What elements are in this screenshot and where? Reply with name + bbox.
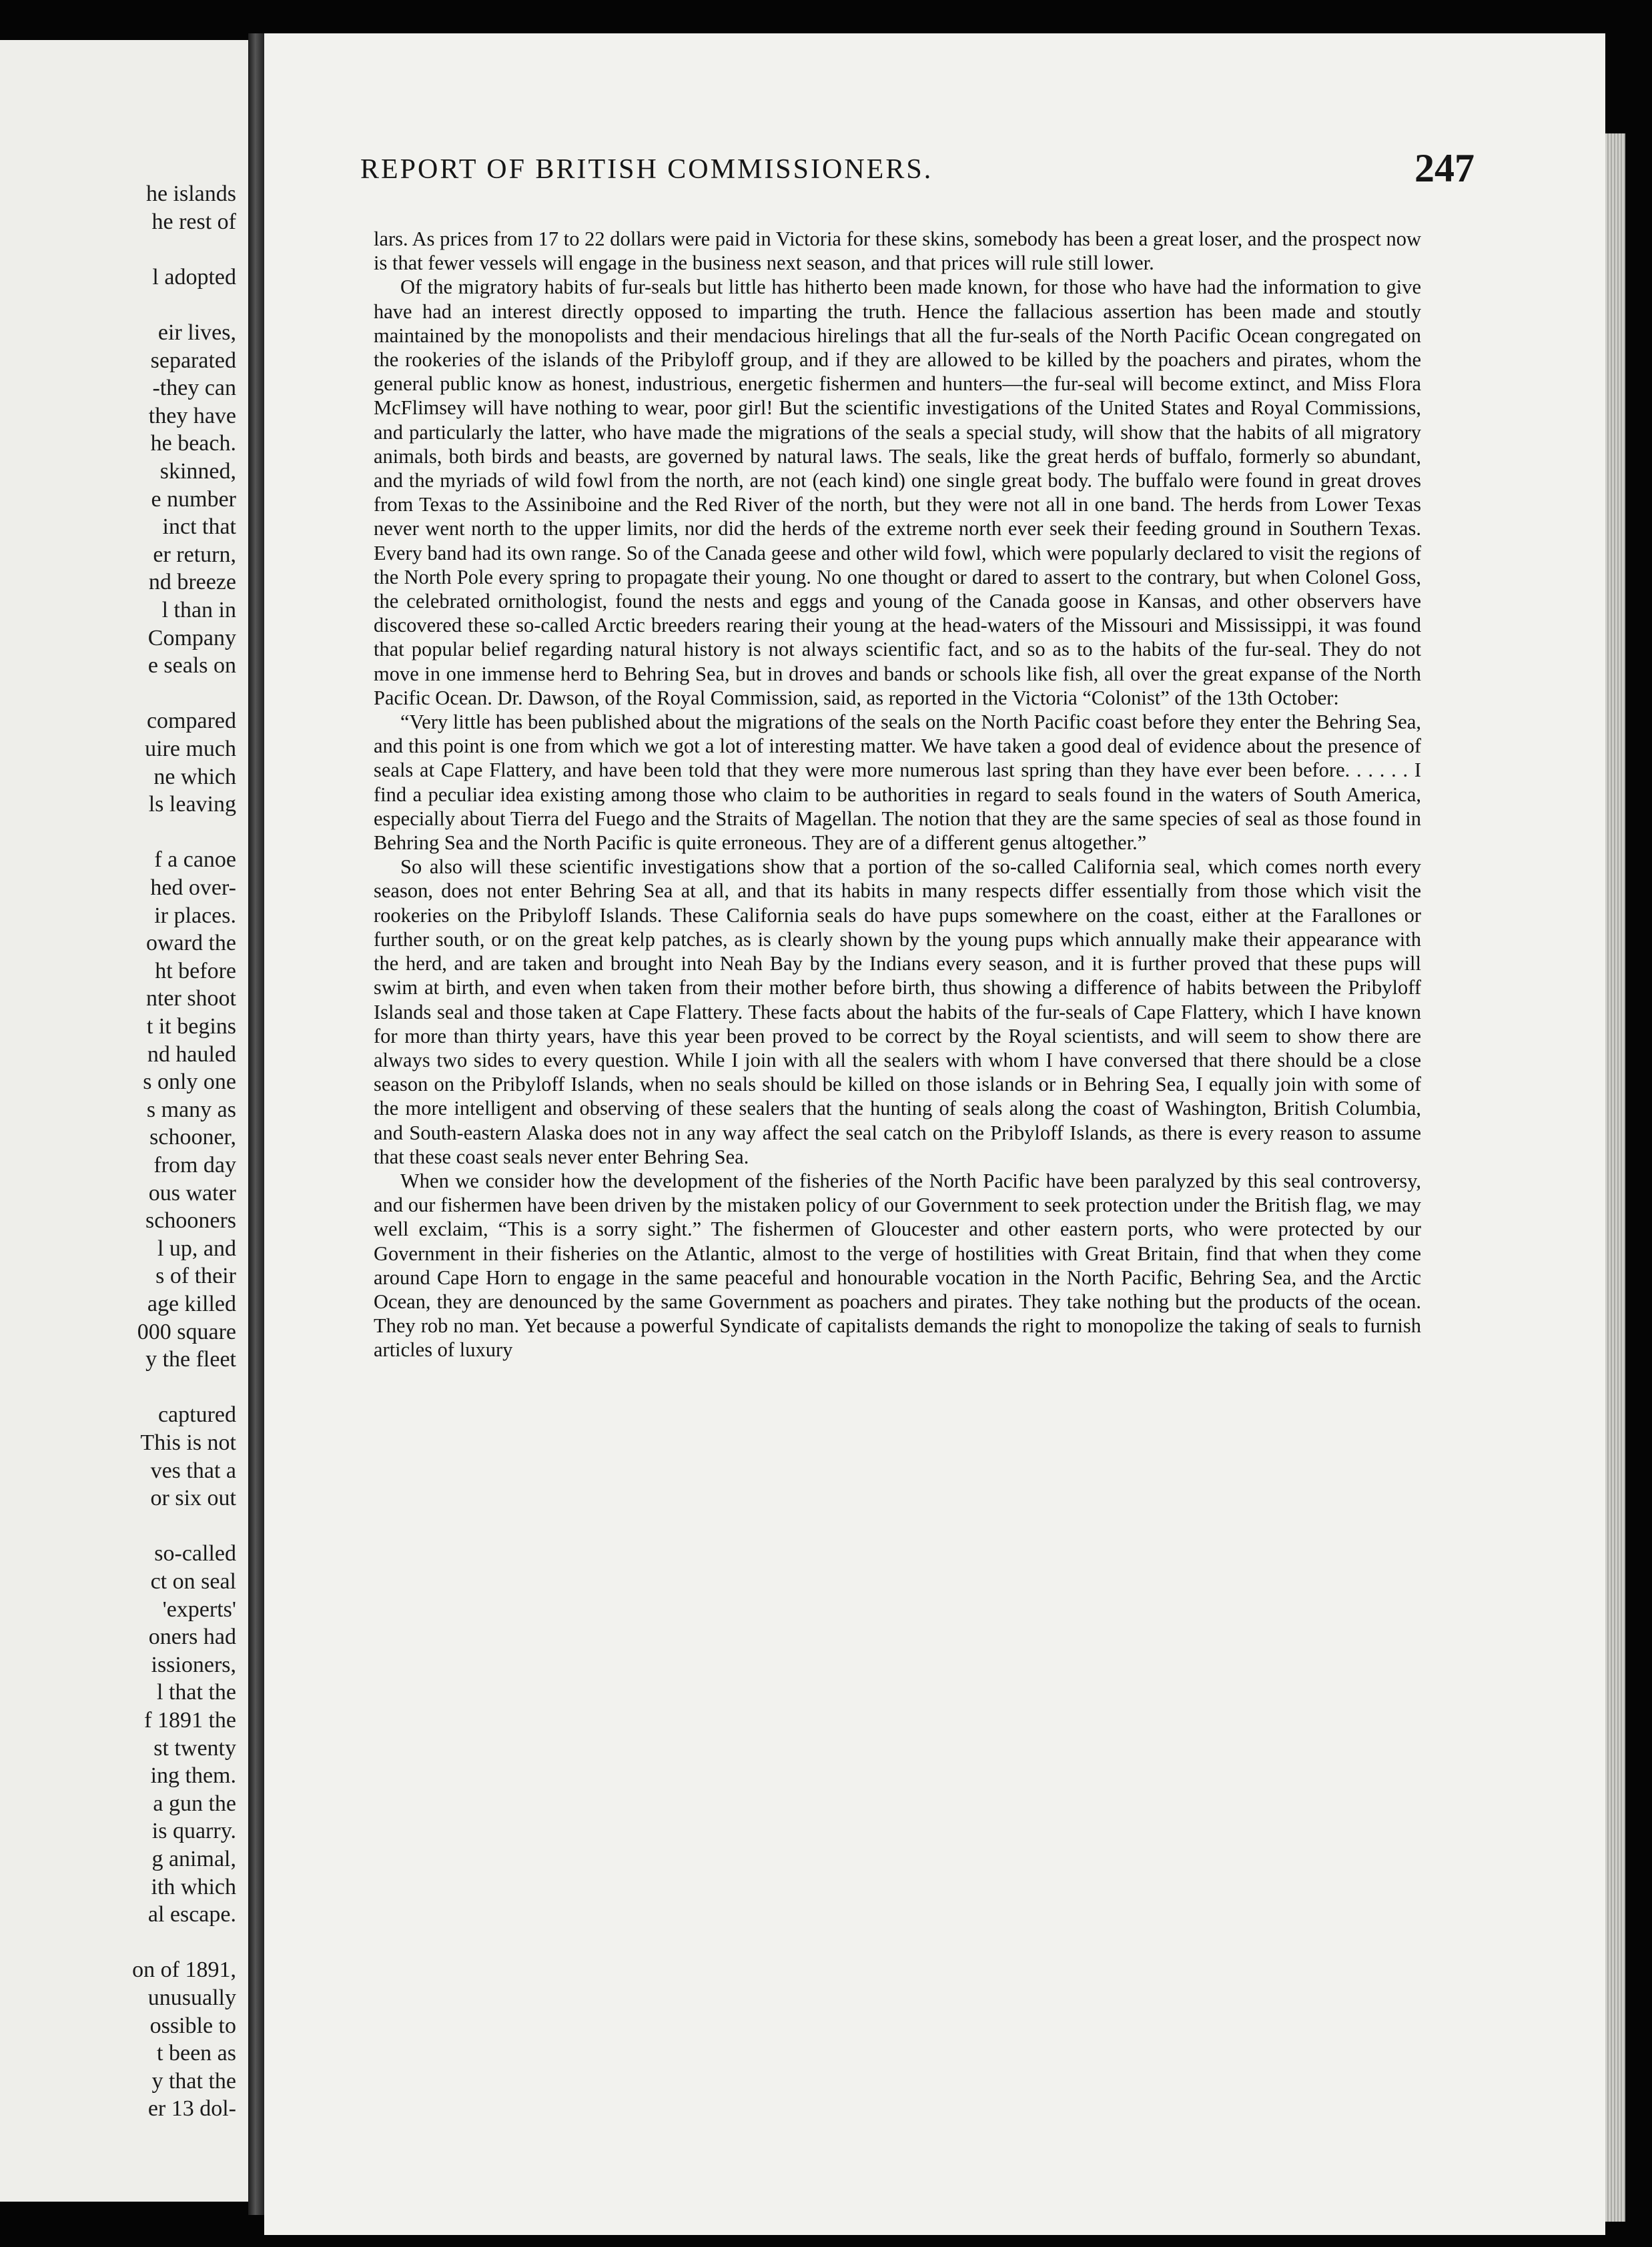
- left-page-line-fragment: ves that a: [150, 1458, 236, 1483]
- left-page-line-fragment: they have: [148, 403, 236, 428]
- left-page-line-fragment: oward the: [145, 931, 236, 956]
- left-page-line-fragment: schooner,: [149, 1125, 236, 1150]
- left-page-line-fragment: s many as: [146, 1097, 236, 1122]
- left-page-line-fragment: separated: [150, 348, 236, 373]
- left-page-line-fragment: Company: [147, 625, 236, 650]
- left-page-line-fragment: issioners,: [151, 1652, 236, 1677]
- left-page-line-fragment: f a canoe: [154, 847, 236, 873]
- left-page-line-fragment: l that the: [157, 1680, 236, 1705]
- left-page-line-fragment: ir places.: [154, 903, 236, 928]
- left-page-line-fragment: on of 1891,: [132, 1957, 236, 1983]
- left-page-line-fragment: e seals on: [147, 653, 236, 679]
- left-page-line-fragment: captured: [157, 1402, 236, 1428]
- book-gutter: [248, 33, 264, 2215]
- paragraph: lars. As prices from 17 to 22 dollars were paid in Victoria for these skins, somebody has been a great loser, and the prospect now is that fewer vessels will engage in the business next season, and that prices will rule still lower.: [374, 228, 1421, 275]
- left-page-line-fragment: inct that: [162, 514, 236, 540]
- left-page-line-fragment: so-called: [154, 1541, 236, 1566]
- left-page-line-fragment: e number: [151, 486, 236, 512]
- page-number: 247: [1414, 146, 1475, 190]
- left-page-line-fragment: skinned,: [159, 459, 236, 484]
- left-page-line-fragment: 'experts': [162, 1597, 236, 1622]
- left-page-line-fragment: s only one: [143, 1069, 236, 1095]
- left-page-line-fragment: oners had: [148, 1625, 236, 1650]
- left-page-line-fragment: t it begins: [146, 1014, 236, 1039]
- left-page-line-fragment: er return,: [153, 542, 236, 567]
- left-page-line-fragment: ct on seal: [150, 1569, 236, 1594]
- left-page-line-fragment: he rest of: [151, 209, 236, 234]
- page-edge-stack: [1605, 133, 1625, 2222]
- left-page-line-fragment: ht before: [155, 958, 236, 983]
- left-page-line-fragment: l than in: [161, 598, 236, 622]
- left-page-line-fragment: is quarry.: [151, 1819, 236, 1844]
- left-page-line-fragment: ossible to: [149, 2013, 236, 2038]
- left-page-line-fragment: nter shoot: [145, 986, 236, 1011]
- left-page-line-fragment: y that the: [151, 2068, 236, 2094]
- running-head: REPORT OF BRITISH COMMISSIONERS.: [360, 154, 933, 185]
- quotation-paragraph: “Very little has been published about the migrations of the seals on the North Pacific coast before they enter the Behring Sea, and this point is one from which we got a lot of interesting matter. We have taken a good deal of evidence about the presence of seals at Cape Flattery, and have been told that they were more numerous last spring than they have ever been before. . . . . . I find a peculiar idea existing among those who claim to be authorities in regard to seals found in the waters of South America, especially about Tierra del Fuego and the Straits of Magellan. The notion that they are the same species of seal as those found in Behring Sea and the North Pacific is quite erroneous. They are of a different genus altogether.”: [374, 711, 1421, 855]
- left-page-line-fragment: unusually: [147, 1985, 236, 2010]
- left-page-line-fragment: age killed: [147, 1292, 236, 1316]
- body-text: [374, 227, 1421, 1362]
- page-header: [360, 146, 1475, 190]
- left-page-line-fragment: s of their: [155, 1264, 236, 1289]
- left-page-line-fragment: y the fleet: [145, 1347, 236, 1372]
- left-page-line-fragment: l adopted: [152, 264, 236, 290]
- left-page-line-fragment: he beach.: [150, 431, 236, 456]
- left-page-line-fragment: f 1891 the: [144, 1708, 236, 1733]
- left-page-line-fragment: al escape.: [147, 1902, 236, 1927]
- left-page-line-fragment: nd hauled: [147, 1041, 236, 1067]
- left-page-line-fragment: uire much: [145, 737, 236, 761]
- left-page-line-fragment: from day: [153, 1153, 236, 1178]
- left-page-line-fragment: This is not: [140, 1430, 236, 1455]
- left-page-line-fragment: ith which: [151, 1874, 236, 1899]
- left-page-line-fragment: ous water: [148, 1180, 236, 1206]
- left-page-line-fragment: or six out: [150, 1486, 236, 1511]
- left-page-line-fragment: ls leaving: [148, 792, 236, 817]
- left-page-line-fragment: st twenty: [153, 1735, 236, 1761]
- left-page: [0, 40, 250, 2202]
- paragraph: Of the migratory habits of fur-seals but little has hitherto been made known, for those who have had the information to give have had an interest directly opposed to imparting the truth. Hence the fallacious assertion has been made and stoutly maintained by the monopolists and their mendacious hirelings that all the fur-seals of the North Pacific Ocean congregated on the rookeries of the islands of the Pribyloff group, and if they are allowed to be killed by the poachers and pirates, whom the general public know as honest, industrious, energetic fishermen and hunters—the fur-seal will become extinct, and Miss Flora McFlimsey will have nothing to wear, poor girl! But the scientific investigations of the United States and Royal Commissions, and particularly the latter, who have made the migrations of the seals a special study, will show that the habits of all migratory animals, both birds and beasts, are governed by natural laws. The seals, like the great herds of buffalo, formerly so abundant, and the myriads of wild fowl from the north, are not (each kind) one single great body. The buffalo were found in great droves from Texas to the Assiniboine and the Red River of the north, but they were not all in one band. The herds from Lower Texas never went north to the upper limits, nor did the herds of the extreme north ever seek their feeding ground in Southern Texas. Every band had its own range. So of the Canada geese and other wild fowl, which were popularly declared to visit the regions of the North Pole every spring to propagate their young. No one thought or dared to assert to the contrary, but when Colonel Goss, the celebrated ornithologist, found the nests and eggs and young of the Canada goose in Kansas, and other observers have discovered these so-called Arctic breeders rearing their young at the head-waters of the Missouri and Mississippi, it was found that popular belief regarding natural history is not always scientific fact, and so as to the habits of the fur-seal. They do not move in one immense herd to Behring Sea, but in droves and bands or schools like fish, all over the great expanse of the North Pacific Ocean. Dr. Dawson, of the Royal Commission, said, as reported in the Victoria “Colonist” of the 13th October:: [374, 276, 1421, 709]
- left-page-line-fragment: schooners: [145, 1208, 236, 1234]
- left-page-line-fragment: nd breeze: [148, 570, 236, 595]
- left-page-line-fragment: l up, and: [157, 1236, 236, 1261]
- left-page-line-fragment: ne which: [153, 764, 236, 789]
- left-page-line-fragment: a gun the: [153, 1791, 236, 1816]
- left-page-line-fragment: compared: [146, 709, 236, 734]
- paragraph: When we consider how the development of the fisheries of the North Pacific have been paralyzed by this seal controversy, and our fishermen have been driven by the mistaken policy of our Government to seek protection under the British flag, we may well exclaim, “This is a sorry sight.” The fishermen of Gloucester and other eastern ports, who were protected by our Government in their fisheries on the Atlantic, almost to the verge of hostilities with Great Britain, find that when they come around Cape Horn to engage in the same peaceful and honourable vocation in the North Pacific, Behring Sea, and the Arctic Ocean, they are denounced by the same Government as poachers and pirates. They take nothing but the products of the ocean. They rob no man. Yet because a powerful Syndicate of capitalists demands the right to monopolize the taking of seals to furnish articles of luxury: [374, 1169, 1421, 1362]
- paragraph: So also will these scientific investigations show that a portion of the so-called California seal, which comes north every season, does not enter Behring Sea at all, and that its habits in many respects differ essentially from those which visit the rookeries on the Pribyloff Islands. These California seals do have pups somewhere on the coast, either at the Farallones or further south, or on the great kelp patches, as is clearly shown by the young pups which annually make their appearance with the herd, and are taken and brought into Neah Bay by the Indians every season, and it is further proved that these pups will swim at birth, and even when taken from their mother before birth, thus showing a difference of habits between the Pribyloff Islands seal and those taken at Cape Flattery. These facts about the habits of the fur-seals of Cape Flattery, which I have known for more than thirty years, have this year been proved to be correct by the Royal scientists, and will seem to show there are always two sides to every question. While I join with all the sealers with whom I have conversed that there should be a close season on the Pribyloff Islands, when no seals should be killed on those islands or in Behring Sea, I equally join with some of the more intelligent and observing of these sealers that the hunting of seals along the coast of Washington, British Columbia, and South-eastern Alaska does not in any way affect the seal catch on the Pribyloff Islands, as there is every reason to assume that these coast seals never enter Behring Sea.: [374, 855, 1421, 1168]
- left-page-line-fragment: -they can: [152, 376, 236, 401]
- left-page-line-fragment: er 13 dol-: [147, 2096, 236, 2122]
- left-page-line-fragment: eir lives,: [157, 320, 236, 345]
- left-page-line-fragment: he islands: [145, 181, 236, 206]
- left-page-line-fragment: hed over-: [150, 875, 236, 900]
- left-page-line-fragment: g animal,: [151, 1847, 236, 1871]
- left-page-line-fragment: t been as: [157, 2041, 236, 2066]
- left-page-line-fragment: ing them.: [150, 1763, 236, 1789]
- left-page-line-fragment: 000 square: [137, 1319, 236, 1344]
